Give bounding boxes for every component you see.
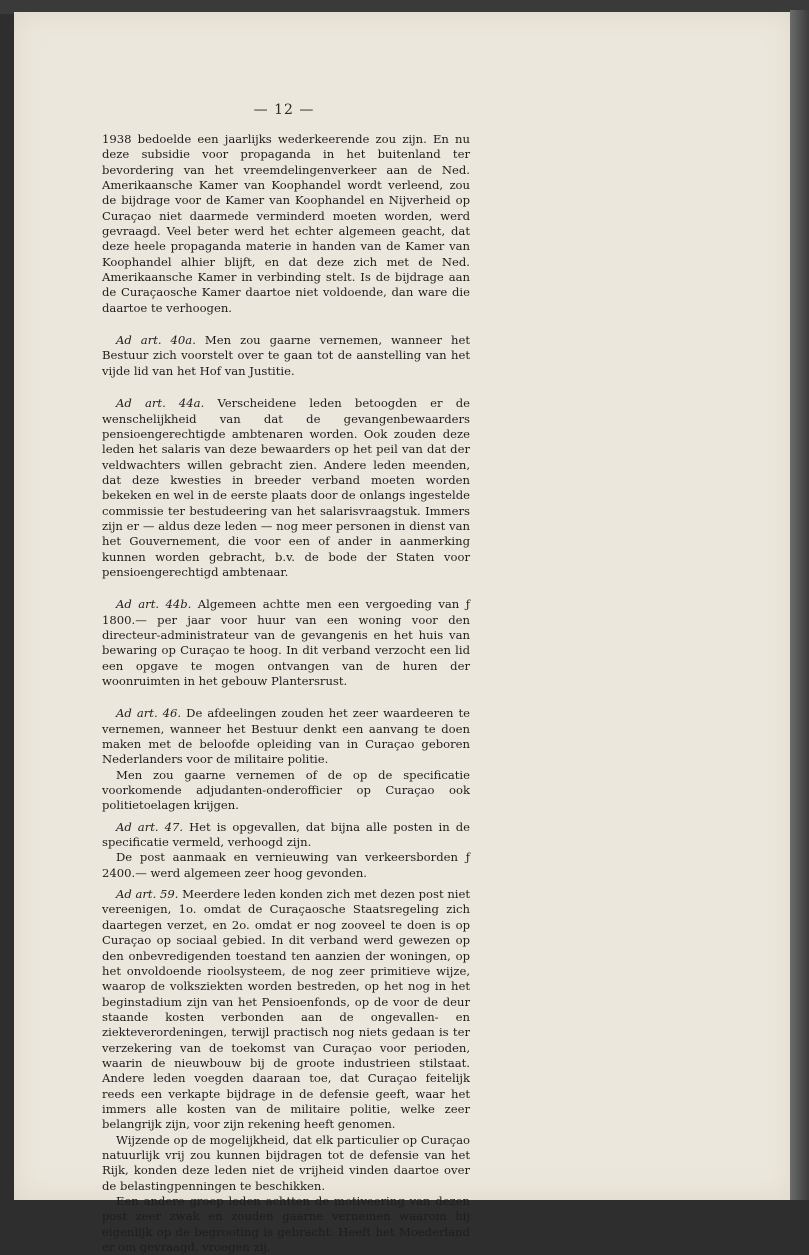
paragraph-gap — [102, 689, 470, 706]
paragraph — [102, 597, 470, 689]
page-number: — 12 — — [253, 102, 315, 118]
paragraph — [102, 820, 470, 851]
paragraph-text: 1938 bedoelde een jaarlijks wederkeerende zou zijn. En nu deze subsidie voor propaganda in het buitenland ter bevordering van het vreemdelingenverkeer aan de Ned. Amerikaansche Kamer van Koophandel wordt verleend, zou de bijdrage voor de Kamer van Koophandel en Nijverheid op Curaçao niet daarmede verminderd moeten worden, werd gevraagd. Veel beter werd het echter algemeen geacht, dat deze heele propaganda materie in handen van de Kamer van Koophandel alhier blijft, en dat deze zich met de Ned. Amerikaansche Kamer in verbinding stelt. Is de bijdrage aan de Curaçaosche Kamer daartoe niet voldoende, dan ware die daartoe te verhoogen. — [102, 132, 470, 315]
paragraph-gap — [102, 580, 470, 597]
paragraph-text: Algemeen achtte men een vergoeding van ƒ 1800.— per jaar voor huur van een woning voor den directeur-administrateur van de gevangenis en het huis van bewaring op Curaçao te hoog. In dit verband verzocht een lid een opgave te mogen ontvangen van de huren der woonruimten in het gebouw Plantersrust. — [102, 597, 471, 688]
page-edge-shadow — [790, 10, 809, 1200]
article-reference: Ad art. 46. — [116, 706, 182, 721]
paragraph-text: De afdeelingen zouden het zeer waardeeren te vernemen, wanneer het Bestuur denkt een aanvang te doen maken met de beloofde opleiding van in Curaçao geboren Nederlanders voor de militaire politie. — [102, 706, 470, 767]
article-reference: Ad art. 47. — [116, 819, 184, 834]
paragraph — [102, 1133, 470, 1194]
paragraph-text: Wijzende op de mogelijkheid, dat elk particulier op Curaçao natuurlijk vrij zou kunnen bijdragen tot de defensie van het Rijk, konden deze leden niet de vrijheid vinden daartoe over de belastingpenningen te beschikken. — [102, 1132, 470, 1193]
paragraph — [102, 333, 470, 379]
document-page — [14, 12, 794, 1255]
paragraph — [102, 768, 470, 814]
paragraph-text: Het is opgevallen, dat bijna alle posten in de specificatie vermeld, verhoogd zijn. — [102, 819, 471, 850]
article-reference: Ad art. 40a. — [116, 333, 196, 348]
paragraph-text: Meerdere leden konden zich met dezen post niet vereenigen, 1o. omdat de Curaçaosche Staatsregeling zich daartegen verzet, en 2o. omdat er nog zooveel te doen is op Curaçao op sociaal gebied. In dit verband werd gewezen op den onbevredigenden toestand ten aanzien der woningen, op het onvoldoende rioolsysteem, de nog zeer primitieve wijze, waarop de volksziekten worden bestreden, op het nog in het beginstadium zijn van het Pensioenfonds, op de voor de deur staande kosten verbonden aan de ongevallen- en ziekteverordeningen, terwijl practisch nog niets gedaan is ter verzekering van de toekomst van Curaçao voor perioden, waarin de nieuwbouw bij de groote industrieen stilstaat. Andere leden voegden daaraan toe, dat Curaçao feitelijk reeds een verkapte bijdrage in de defensie geeft, waar het immers alle kosten van de militaire politie, welke zeer belangrijk zijn, voor zijn rekening heeft genomen. — [102, 887, 471, 1132]
paragraph-text: Men zou gaarne vernemen, wanneer het Bestuur zich voorstelt over te gaan tot de aanstelling van het vijde lid van het Hof van Justitie. — [102, 333, 470, 378]
paragraph — [102, 850, 470, 881]
paragraph — [102, 887, 470, 1133]
paragraph-text: Een andere groep leden achtten de motiveering van dezen post zeer zwak en zouden gaarne vernemen waarom hij eigenlijk op de begrooting is gebracht. Heeft het Moederland er om gevraagd, vroegen zij. — [102, 1194, 470, 1255]
article-reference: Ad art. 44b. — [116, 597, 192, 612]
paragraph — [102, 706, 470, 767]
body-text — [102, 132, 470, 1255]
paragraph-text: Men zou gaarne vernemen of de op de specificatie voorkomende adjudanten-onderofficier op Curaçao ook politietoelagen krijgen. — [102, 767, 470, 813]
paragraph-gap — [102, 379, 470, 396]
article-reference: Ad art. 44a. — [116, 396, 205, 411]
paragraph — [102, 132, 470, 316]
paragraph-text: Verscheidene leden betoogden er de wenschelijkheid van dat de gevangenbewaarders pensioengerechtigde ambtenaren worden. Ook zouden deze leden het salaris van deze bewaarders op het peil van dat der veldwachters willen gebracht zien. Andere leden meenden, dat deze kwesties in breeder verband moeten worden bekeken en wel in de eerste plaats door de onlangs ingestelde commissie ter bestudeering van het salarisvraagstuk. Immers zijn er — aldus deze leden — nog meer personen in dienst van het Gouvernement, die voor een of ander in aanmerking kunnen worden gebracht, b.v. de bode der Staten voor pensioengerechtigd ambtenaar. — [102, 396, 470, 579]
article-reference: Ad art. 59. — [116, 887, 179, 902]
paragraph — [102, 1194, 470, 1255]
paragraph — [102, 396, 470, 580]
paragraph-text: De post aanmaak en vernieuwing van verkeersborden ƒ 2400.— werd algemeen zeer hoog gevonden. — [102, 850, 470, 880]
paragraph-gap — [102, 316, 470, 333]
